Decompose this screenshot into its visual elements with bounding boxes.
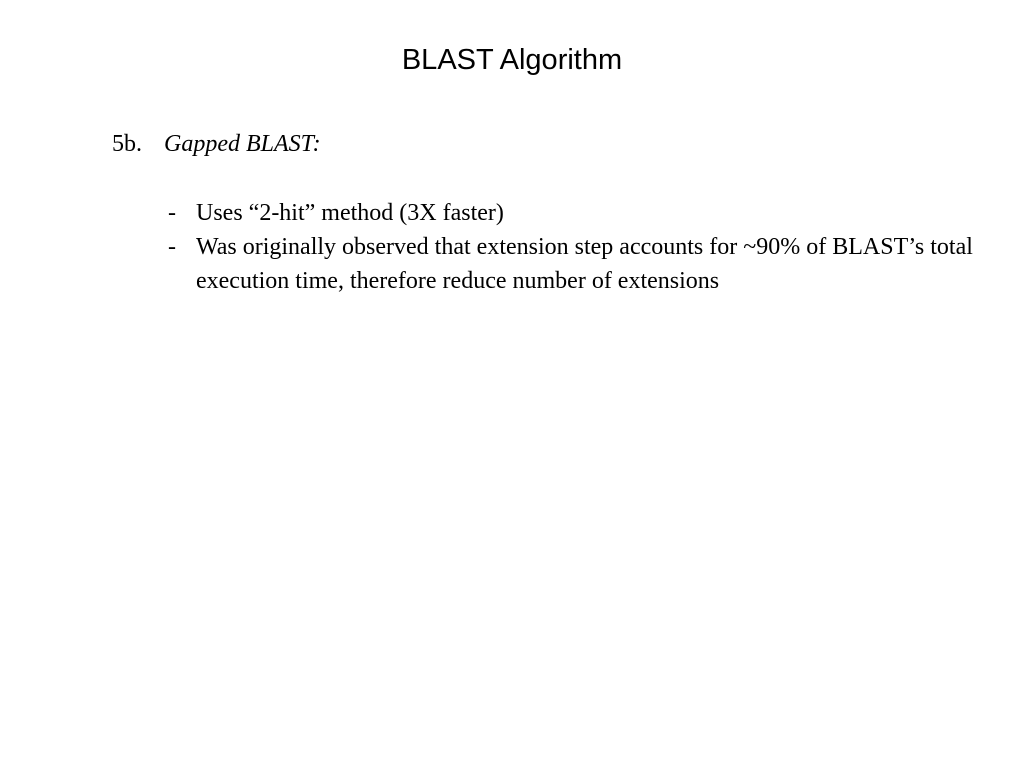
bullet-item	[168, 230, 988, 298]
section-number: 5b.	[112, 131, 142, 157]
slide-title: BLAST Algorithm	[401, 44, 623, 76]
section-heading: Gapped BLAST:	[164, 131, 321, 157]
section-header	[112, 128, 321, 160]
bullet-marker: -	[168, 200, 176, 226]
bullet-item	[168, 196, 988, 230]
bullet-marker: -	[168, 234, 176, 260]
bullet-list	[168, 196, 988, 298]
bullet-text: Uses “2-hit” method (3X faster)	[196, 200, 504, 226]
bullet-text: Was originally observed that extension step accounts for ~90% of BLAST’s total execution time, therefore reduce number of extensions	[196, 234, 973, 294]
